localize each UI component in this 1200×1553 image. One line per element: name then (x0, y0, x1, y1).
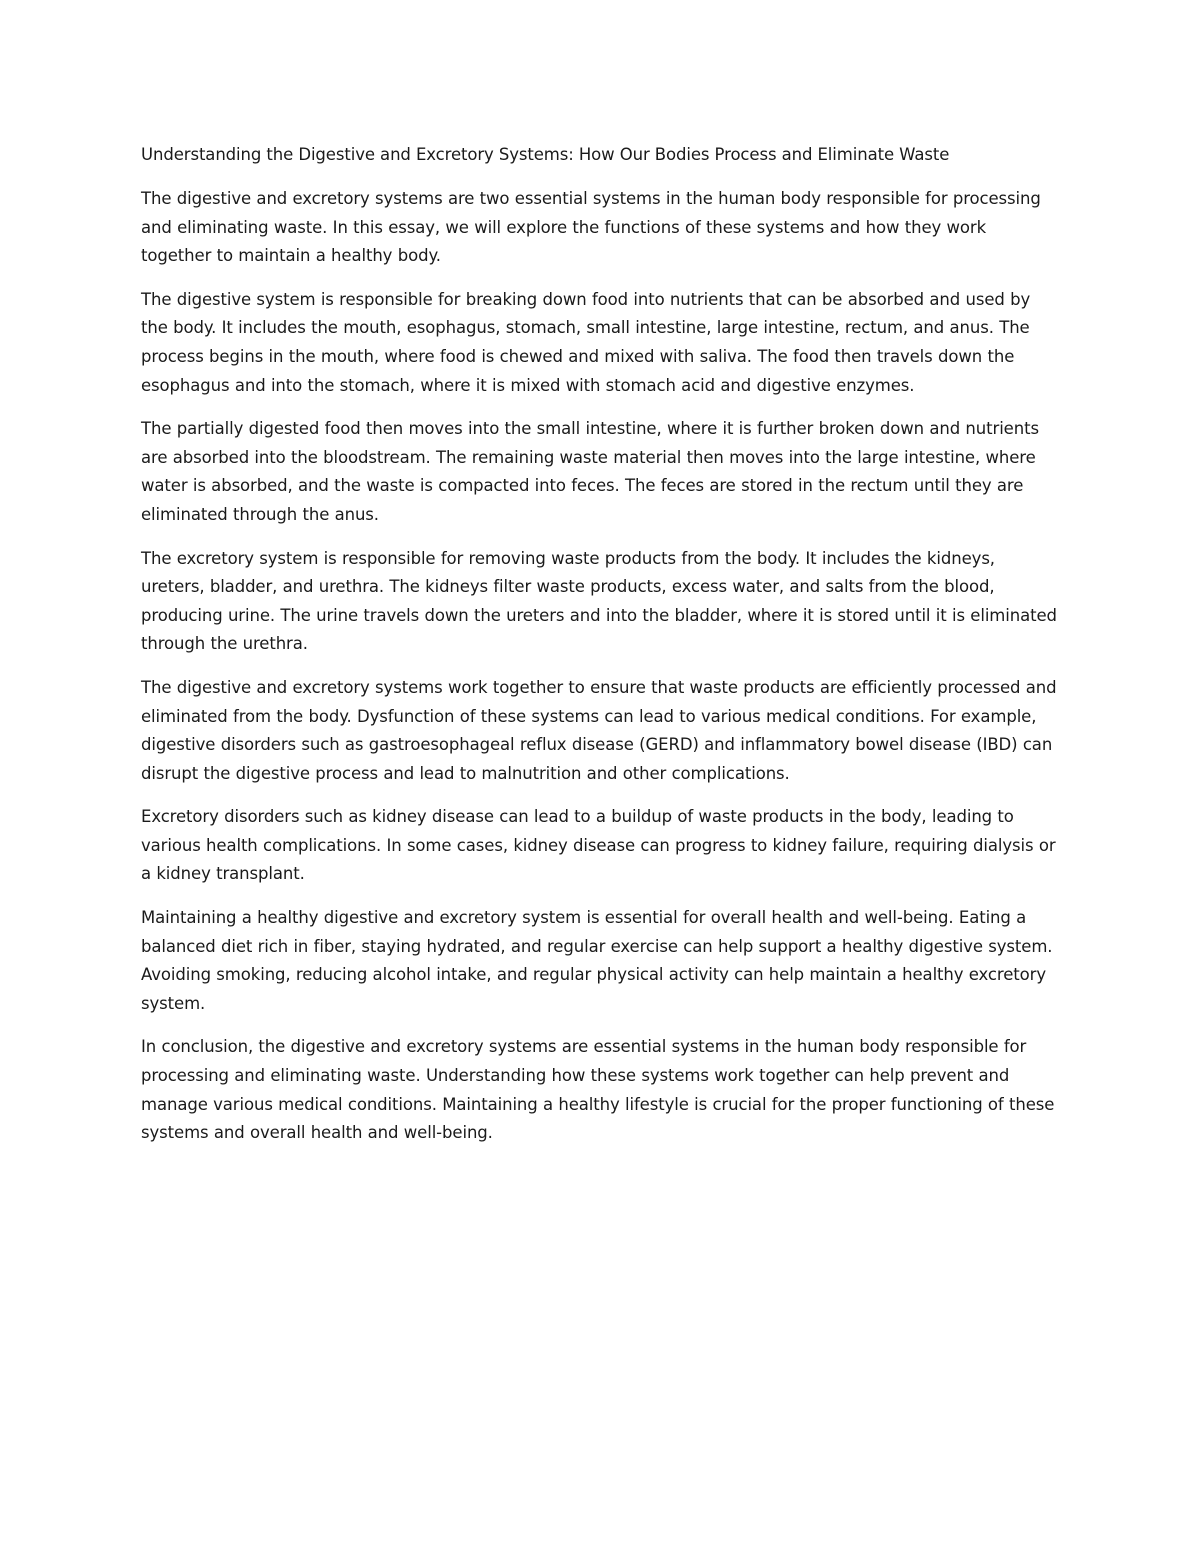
paragraph-maintaining-health: Maintaining a healthy digestive and excretory system is essential for overall health and well-being. Eating a balanced diet rich in fiber, staying hydrated, and regular exercise can help support a healthy digestive system. Avoiding smoking, reducing alcohol intake, and regular physical activity can help maintain a healthy excretory system. (141, 908, 1053, 1013)
paragraph-small-intestine: The partially digested food then moves into the small intestine, where it is further broken down and nutrients are absorbed into the bloodstream. The remaining waste material then moves into the large intestine, where water is absorbed, and the waste is compacted into feces. The feces are stored in the rectum until they are eliminated through the anus. (141, 419, 1039, 524)
paragraph-introduction: The digestive and excretory systems are two essential systems in the human body responsible for processing and eliminating waste. In this essay, we will explore the functions of these systems and how they work together to maintain a healthy body. (141, 189, 1041, 266)
paragraph-working-together: The digestive and excretory systems work together to ensure that waste products are efficiently processed and eliminated from the body. Dysfunction of these systems can lead to various medical conditions. For example, digestive disorders such as gastroesophageal reflux disease (GERD) and inflammatory bowel disease (IBD) can disrupt the digestive process and lead to malnutrition and other complications. (141, 677, 1057, 783)
paragraph-digestive-system: The digestive system is responsible for breaking down food into nutrients that can be absorbed and used by the body. It includes the mouth, esophagus, stomach, small intestine, large intestine, rectum, and anus. The process begins in the mouth, where food is chewed and mixed with saliva. The food then travels down the esophagus and into the stomach, where it is mixed with stomach acid and digestive enzymes. (141, 289, 1031, 395)
paragraph-excretory-disorders: Excretory disorders such as kidney disease can lead to a buildup of waste products in the body, leading to various health complications. In some cases, kidney disease can progress to kidney failure, requiring dialysis or a kidney transplant. (141, 807, 1056, 884)
paragraph-conclusion: In conclusion, the digestive and excretory systems are essential systems in the human body responsible for processing and eliminating waste. Understanding how these systems work together can help prevent and manage various medical conditions. Maintaining a healthy lifestyle is crucial for the proper functioning of these systems and overall health and well-being. (141, 1037, 1055, 1143)
document-title: Understanding the Digestive and Excretory Systems: How Our Bodies Process and Eliminate Waste (141, 145, 950, 164)
paragraph-excretory-system: The excretory system is responsible for removing waste products from the body. It includes the kidneys, ureters, bladder, and urethra. The kidneys filter waste products, excess water, and salts from the blood, producing urine. The urine travels down the ureters and into the bladder, where it is stored until it is eliminated through the urethra. (141, 548, 1057, 654)
